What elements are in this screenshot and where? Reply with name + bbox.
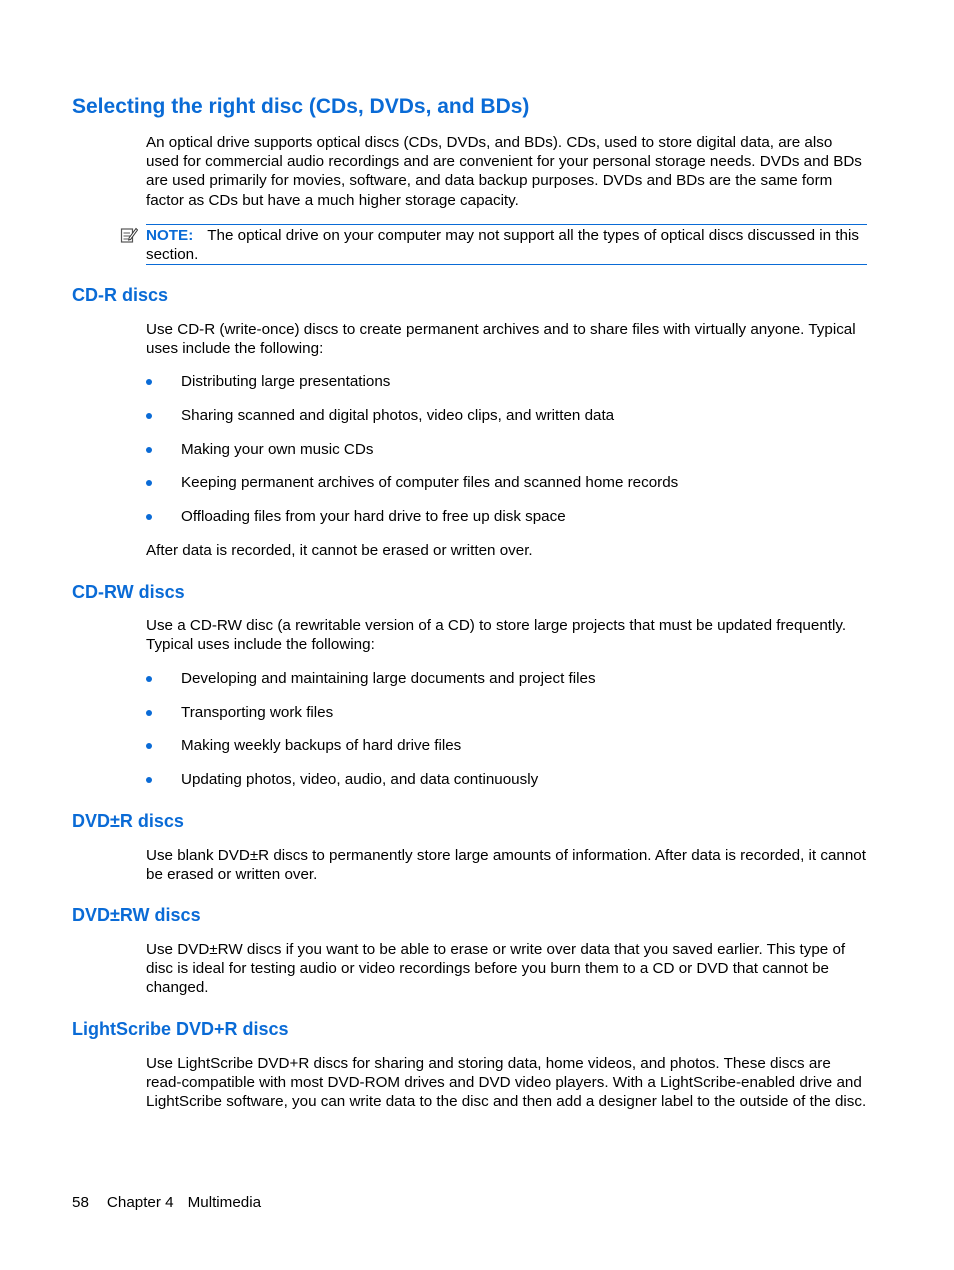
section-body-dvd-r: Use blank DVD±R discs to permanently store large amounts of information. After data is recorded, it cannot be erased or written over. [146,847,866,884]
bullet-dot-icon [146,676,152,682]
bullet-dot-icon [146,480,152,486]
note-text: The optical drive on your computer may not support all the types of optical discs discussed in this section. [146,227,859,264]
section-heading-cd-rw: CD-RW discs [72,582,185,602]
list-item: Making weekly backups of hard drive files [146,736,868,756]
bullet-dot-icon [146,514,152,520]
section-after-cd-r: After data is recorded, it cannot be erased or written over. [146,542,533,559]
list-item: Distributing large presentations [146,372,868,392]
bullet-dot-icon [146,447,152,453]
list-item: Sharing scanned and digital photos, video clips, and written data [146,406,868,426]
list-item: Making your own music CDs [146,440,868,460]
section-body-cd-rw: Use a CD-RW disc (a rewritable version of a CD) to store large projects that must be updated frequently. Typical uses include the following: [146,617,847,654]
section-heading-lightscribe: LightScribe DVD+R discs [72,1019,289,1039]
section-heading-dvd-r: DVD±R discs [72,811,184,831]
bullet-dot-icon [146,777,152,783]
list-item: Offloading files from your hard drive to free up disk space [146,507,868,527]
chapter-label: Chapter 4 [106,1194,174,1211]
section-body-lightscribe: Use LightScribe DVD+R discs for sharing and storing data, home videos, and photos. These discs are read-compatible with most DVD-ROM drives and DVD video players. With a LightScribe-enabled drive and LightScribe software, you can write data to the disc and then add a designer label to the outside of the disc. [146,1055,867,1111]
section-heading-dvd-rw: DVD±RW discs [72,905,201,925]
chapter-title: Multimedia [187,1194,262,1211]
section-body-cd-r: Use CD-R (write-once) discs to create permanent archives and to share files with virtually anyone. Typical uses include the following: [146,321,856,358]
page-title: Selecting the right disc (CDs, DVDs, and BDs) [72,95,530,118]
list-item: Developing and maintaining large documents and project files [146,669,868,689]
page-footer [72,1193,279,1212]
note-pencil-icon [120,226,138,244]
bullet-dot-icon [146,710,152,716]
bullet-dot-icon [146,379,152,385]
list-item: Updating photos, video, audio, and data continuously [146,770,868,790]
intro-paragraph: An optical drive supports optical discs (CDs, DVDs, and BDs). CDs, used to store digital data, are also used for commercial audio recordings and are convenient for your personal storage needs. DVDs and BDs are used primarily for movies, software, and data backup purposes. DVDs and BDs are the same form factor as CDs but have a much higher storage capacity. [146,134,862,209]
bullet-dot-icon [146,743,152,749]
section-heading-cd-r: CD-R discs [72,285,169,305]
note-box [146,224,867,265]
note-label: NOTE: [146,227,194,244]
section-body-dvd-rw: Use DVD±RW discs if you want to be able to erase or write over data that you saved earlier. This type of disc is ideal for testing audio or video recordings before you burn them to a CD or DVD that cannot be changed. [146,941,846,997]
list-item: Transporting work files [146,703,868,723]
list-item: Keeping permanent archives of computer files and scanned home records [146,473,868,493]
page-number: 58 [72,1194,89,1211]
note-text-block [146,226,867,264]
bullet-dot-icon [146,413,152,419]
